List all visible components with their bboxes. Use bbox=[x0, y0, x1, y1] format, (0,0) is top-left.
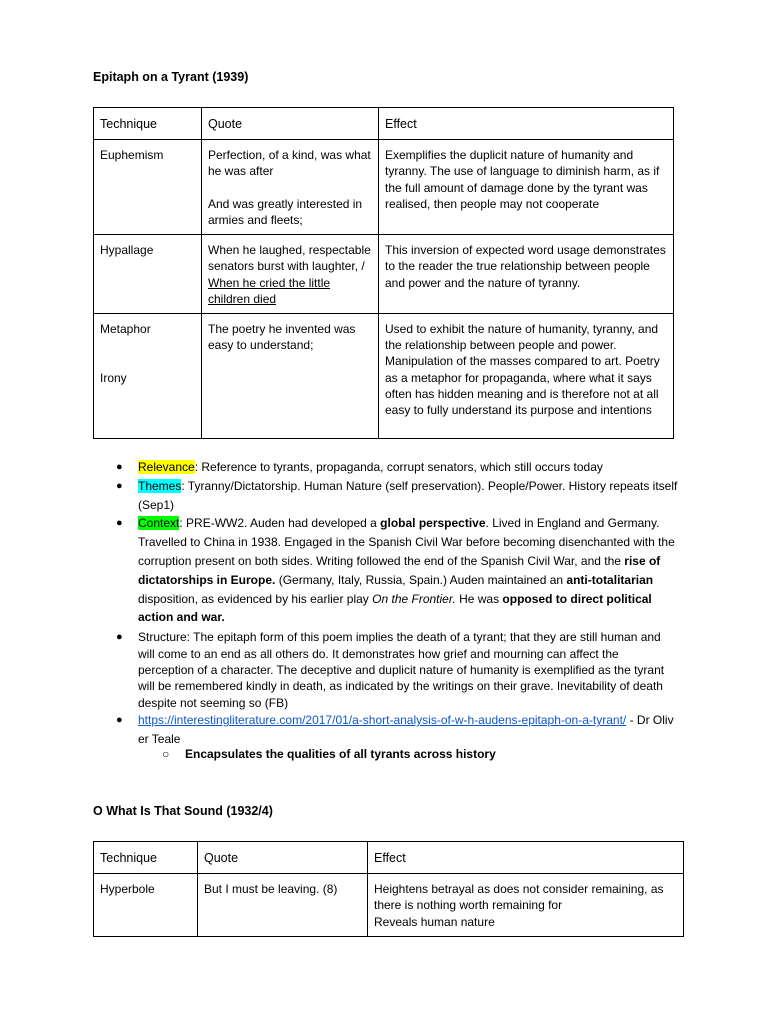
bullet-icon: ● bbox=[116, 479, 123, 492]
effect-line: Reveals human nature bbox=[374, 914, 495, 929]
bullet-link bbox=[118, 711, 678, 749]
cell-technique: Hypallage bbox=[94, 235, 202, 314]
context-bold: opposed to direct political action and war. bbox=[138, 591, 652, 625]
cell-quote: The poetry he invented was easy to understand; bbox=[202, 314, 379, 439]
context-bold: rise of dictatorships in Europe. bbox=[138, 553, 661, 587]
bullet-context bbox=[118, 514, 678, 627]
themes-text: : Tyranny/Dictatorship. Human Nature (self preservation). People/Power. History repeats itself (Sep1) bbox=[138, 478, 678, 512]
header-technique: Technique bbox=[94, 108, 202, 140]
bullet-relevance bbox=[118, 458, 678, 477]
cell-effect: Exemplifies the duplicit nature of humanity and tyranny. The use of language to diminish harm, as if the full amount of damage done by the tyrant was realised, then people may not cooperate bbox=[379, 140, 674, 235]
quote-line: And was greatly interested in armies and fleets; bbox=[208, 196, 363, 227]
sub-bullet-text: Encapsulates the qualities of all tyrants across history bbox=[185, 747, 496, 761]
analysis-bullets bbox=[118, 458, 678, 749]
context-text: : PRE-WW2. Auden had developed a bbox=[179, 516, 381, 531]
heading-epitaph: Epitaph on a Tyrant (1939) bbox=[93, 70, 249, 84]
header-quote: Quote bbox=[198, 842, 368, 874]
cell-quote bbox=[202, 140, 379, 235]
table-row bbox=[94, 140, 674, 235]
context-text: disposition, as evidenced by his earlier play bbox=[138, 591, 373, 606]
cell-effect: Used to exhibit the nature of humanity, tyranny, and the relationship between people and power. Manipulation of the masses compared to art. Poetry as a metaphor for propaganda, where what it says often has hidden meaning and is therefore not at all easy to fully understand its purpose and intentions bbox=[379, 314, 674, 439]
technique-metaphor: Metaphor bbox=[100, 322, 151, 337]
themes-label: Themes bbox=[138, 478, 182, 493]
table-header-row bbox=[94, 842, 684, 874]
heading-o-what-is-that-sound: O What Is That Sound (1932/4) bbox=[93, 804, 273, 818]
context-text: He was bbox=[455, 591, 503, 606]
cell-effect bbox=[368, 874, 684, 937]
relevance-text: : Reference to tyrants, propaganda, corrupt senators, which still occurs today bbox=[194, 460, 603, 474]
sub-bullet bbox=[162, 747, 496, 761]
bullet-themes bbox=[118, 477, 678, 515]
effect-line: Heightens betrayal as does not consider remaining, as there is nothing worth remaining for bbox=[374, 882, 664, 913]
context-label: Context bbox=[138, 516, 180, 531]
relevance-label: Relevance bbox=[138, 460, 195, 474]
quote-line: Perfection, of a kind, was what he was after bbox=[208, 148, 371, 179]
source-link[interactable]: https://interestingliterature.com/2017/01/a-short-analysis-of-w-h-audens-epitaph-on-a-tyrant/ bbox=[138, 713, 627, 728]
quote-underlined: When he cried the little children died bbox=[208, 275, 331, 306]
table-o-what-is-that-sound bbox=[93, 841, 684, 937]
cell-technique: Hyperbole bbox=[94, 874, 198, 937]
bullet-icon: ● bbox=[116, 631, 123, 644]
table-row bbox=[94, 235, 674, 314]
technique-irony: Irony bbox=[100, 371, 127, 386]
cell-technique: Euphemism bbox=[94, 140, 202, 235]
table-header-row bbox=[94, 108, 674, 140]
header-effect: Effect bbox=[379, 108, 674, 140]
context-italic: On the Frontier. bbox=[372, 591, 456, 606]
cell-effect: This inversion of expected word usage demonstrates to the reader the true relationship between people and power and the nature of tyranny. bbox=[379, 235, 674, 314]
bullet-icon: ● bbox=[116, 517, 123, 530]
cell-technique bbox=[94, 314, 202, 439]
table-row bbox=[94, 314, 674, 439]
quote-text: When he laughed, respectable senators burst with laughter, / bbox=[208, 243, 371, 274]
header-technique: Technique bbox=[94, 842, 198, 874]
structure-text: Structure: The epitaph form of this poem implies the death of a tyrant; that they are still human and will come to an end as all others do. It demonstrates how grief and mourning can affect the perception of a character. The deceptive and duplicit nature of humanity is exemplified as the tyrant will be remembered kindly in death, as indicated by the writings on their grave. Inevitability of death despite not seeming so (FB) bbox=[138, 630, 665, 710]
bullet-icon: ● bbox=[116, 714, 123, 727]
context-bold: anti-totalitarian bbox=[566, 572, 654, 587]
cell-quote: But I must be leaving. (8) bbox=[198, 874, 368, 937]
bullet-structure bbox=[118, 629, 678, 711]
sub-bullet-icon: ○ bbox=[162, 747, 170, 761]
context-text: . Lived in England and Germany. Travelled to China in 1938. Engaged in the Spanish Civil War before becoming disenchanted with the corruption present on both sides. Writing followed the end of the Spanish Civil War, and the bbox=[138, 516, 675, 568]
bullet-icon: ● bbox=[116, 461, 123, 473]
context-text: (Germany, Italy, Russia, Spain.) Auden maintained an bbox=[275, 572, 567, 587]
cell-quote bbox=[202, 235, 379, 314]
header-effect: Effect bbox=[368, 842, 684, 874]
header-quote: Quote bbox=[202, 108, 379, 140]
table-row bbox=[94, 874, 684, 937]
table-epitaph bbox=[93, 107, 674, 439]
context-bold: global perspective bbox=[380, 516, 486, 531]
link-author: - Dr Oliver Teale bbox=[138, 713, 674, 746]
